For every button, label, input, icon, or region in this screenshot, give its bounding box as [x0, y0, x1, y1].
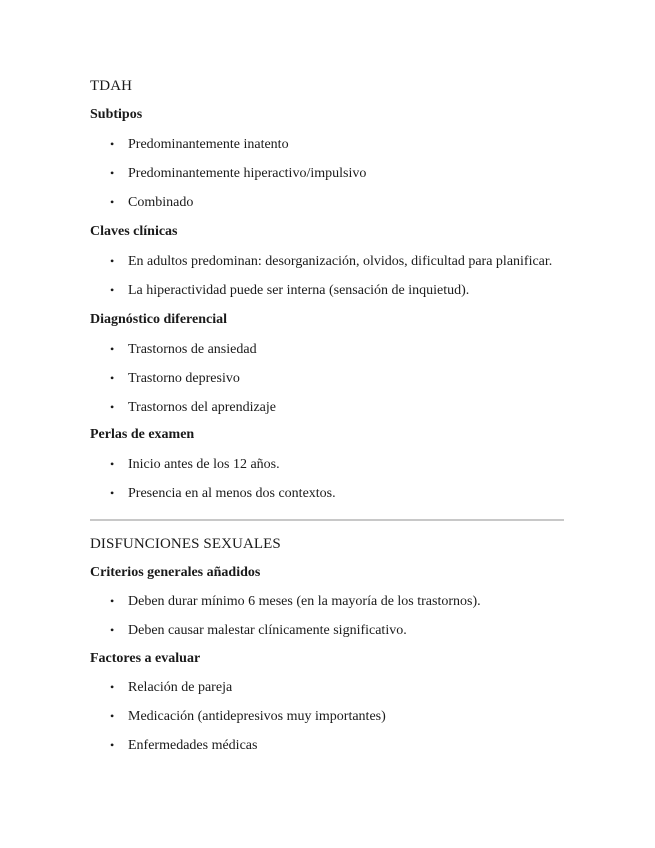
list-item [90, 369, 564, 388]
list-item-text: Predominantemente inatento [128, 137, 289, 152]
list-item [90, 193, 564, 212]
list-diagnostico-diferencial [90, 340, 564, 417]
list-criterios-generales [90, 592, 564, 640]
bullet-icon: • [110, 342, 115, 356]
document-page [90, 72, 564, 755]
list-item-text: Deben causar malestar clínicamente significativo. [128, 623, 407, 638]
bullet-icon: • [110, 195, 115, 209]
heading-claves-clinicas: Claves clínicas [90, 224, 178, 239]
bullet-icon: • [110, 166, 115, 180]
list-item-text: En adultos predominan: desorganización, olvidos, dificultad para planificar. [128, 254, 553, 269]
section-title-tdah: TDAH [90, 78, 133, 94]
list-item [90, 281, 564, 300]
bullet-icon: • [110, 254, 115, 268]
section-divider [90, 519, 564, 521]
bullet-icon: • [110, 623, 115, 637]
heading-perlas-examen: Perlas de examen [90, 427, 195, 442]
list-item-text: Deben durar mínimo 6 meses (en la mayoría de los trastornos). [128, 594, 481, 609]
heading-factores-evaluar: Factores a evaluar [90, 651, 201, 666]
bullet-icon: • [110, 594, 115, 608]
bullet-icon: • [110, 680, 115, 694]
list-item [90, 621, 564, 640]
list-item-text: Trastornos del aprendizaje [128, 400, 276, 415]
list-item [90, 455, 564, 474]
list-factores-evaluar [90, 678, 564, 755]
bullet-icon: • [110, 283, 115, 297]
bullet-icon: • [110, 400, 115, 414]
list-item-text: La hiperactividad puede ser interna (sensación de inquietud). [128, 283, 470, 298]
list-item-text: Predominantemente hiperactivo/impulsivo [128, 166, 367, 181]
bullet-icon: • [110, 137, 115, 151]
list-subtipos [90, 135, 564, 212]
heading-diagnostico-diferencial: Diagnóstico diferencial [90, 312, 228, 327]
list-item-text: Trastorno depresivo [128, 371, 240, 386]
heading-criterios-generales: Criterios generales añadidos [90, 565, 261, 580]
list-item [90, 164, 564, 183]
bullet-icon: • [110, 371, 115, 385]
bullet-icon: • [110, 486, 115, 500]
list-item [90, 340, 564, 359]
list-item-text: Trastornos de ansiedad [128, 342, 257, 357]
list-item [90, 592, 564, 611]
bullet-icon: • [110, 709, 115, 723]
list-item [90, 736, 564, 755]
list-item-text: Enfermedades médicas [128, 738, 258, 753]
list-claves-clinicas [90, 252, 564, 300]
list-item-text: Relación de pareja [128, 680, 233, 695]
list-item [90, 135, 564, 154]
list-item-text: Combinado [128, 195, 194, 210]
list-perlas-examen [90, 455, 564, 503]
list-item [90, 484, 564, 503]
list-item-text: Inicio antes de los 12 años. [128, 457, 280, 472]
list-item [90, 707, 564, 726]
bullet-icon: • [110, 738, 115, 752]
list-item [90, 678, 564, 697]
list-item [90, 398, 564, 417]
heading-subtipos: Subtipos [90, 107, 143, 122]
section-title-disfunciones: DISFUNCIONES SEXUALES [90, 536, 281, 552]
list-item [90, 252, 564, 271]
bullet-icon: • [110, 457, 115, 471]
list-item-text: Medicación (antidepresivos muy importantes) [128, 709, 386, 724]
list-item-text: Presencia en al menos dos contextos. [128, 486, 336, 501]
